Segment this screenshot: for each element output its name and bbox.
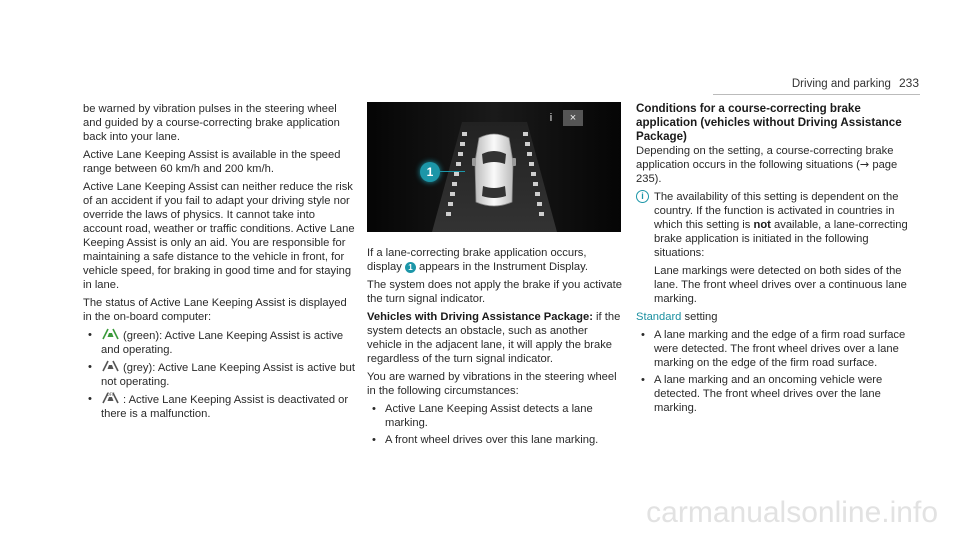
section-heading: Conditions for a course-correcting brake application (vehicles without Driving Assistance Package) [636, 102, 902, 143]
svg-text:OFF: • OFF [106, 392, 115, 397]
watermark: carmanualsonline.info [646, 496, 938, 529]
vibration-circumstances-list [367, 402, 623, 447]
status-list [83, 328, 355, 421]
page-number: 233 [898, 76, 919, 90]
availability-note: i The availability of this setting is dependent on the country. If the function is activated in countries in which this setting is not available, a lane-correcting brake application is initiated in the following situations: Lane markings were detected on both sides of the lane. The front wheel drives over a continuous lane marking. [636, 190, 916, 306]
setting-name: Standard [636, 311, 682, 323]
callout-line [440, 171, 465, 172]
lane-keep-off-icon [101, 392, 120, 404]
intro-paragraph: be warned by vibration pulses in the steering wheel and guided by a course-correcting brake application back into your lane. [83, 103, 340, 143]
arrow-right-icon: → [859, 158, 870, 171]
column-right [636, 102, 916, 419]
vibration-warning-paragraph: You are warned by vibrations in the steering wheel in the following circumstances: [367, 371, 617, 397]
setting-heading: Standard setting [636, 311, 718, 323]
list-item: • OFF : Active Lane Keeping Assist is deactivated or there is a malfunction. [83, 392, 355, 421]
list-item: • (green): Active Lane Keeping Assist is active and operating. [83, 328, 355, 357]
turn-signal-paragraph: The system does not apply the brake if you activate the turn signal indicator. [367, 279, 622, 305]
display-controls [539, 110, 583, 126]
callout-badge: 1 [405, 262, 416, 273]
info-note-icon: i [636, 190, 649, 203]
list-item: • Active Lane Keeping Assist detects a lane marking. [367, 402, 623, 430]
instrument-display-image [367, 102, 621, 232]
note-condition-text: Lane markings were detected on both sides of the lane. The front wheel drives over a continuous lane marking. [654, 265, 907, 305]
list-item: • A front wheel drives over this lane marking. [367, 433, 623, 447]
speed-range-paragraph: Active Lane Keeping Assist is available in the speed range between 60 km/h and 200 km/h. [83, 149, 341, 175]
header-divider [713, 94, 920, 95]
lane-keep-icon [101, 328, 120, 340]
limitations-paragraph: Active Lane Keeping Assist can neither reduce the risk of an accident if you fail to adapt your driving style nor override the laws of physics. It cannot take into account road, weather or traffic conditions. Active Lane Keeping Assist is only an aid. You are responsible for maintaining a safe distance to the vehicle in front, for vehicle speed, for braking in good time and for staying in lane. [83, 181, 355, 291]
page-reference-link[interactable]: page 235). [636, 159, 898, 185]
close-icon[interactable]: × [563, 110, 583, 126]
lane-keep-icon [101, 360, 120, 372]
display-description: If a lane-correcting brake application occurs, display 1 appears in the Instrument Display. [367, 247, 588, 273]
page-header [792, 76, 919, 91]
list-item: • A lane marking and an oncoming vehicle were detected. The front wheel drives over the lane marking. [636, 373, 916, 415]
column-middle [367, 102, 623, 451]
list-item: • A lane marking and the edge of a firm road surface were detected. The front wheel drives over a lane marking on the edge of the firm road surface. [636, 328, 916, 370]
assistance-package-paragraph: Vehicles with Driving Assistance Package: if the system detects an obstacle, such as another vehicle in the adjacent lane, it will apply the brake regardless of the turn signal indicator. [367, 311, 621, 365]
status-intro-paragraph: The status of Active Lane Keeping Assist is displayed in the on-board computer: [83, 297, 347, 323]
column-left [83, 102, 355, 425]
conditions-paragraph: Depending on the setting, a course-correcting brake application occurs in the following situations (→ page 235). [636, 145, 898, 185]
info-icon[interactable]: i [549, 112, 553, 124]
section-title: Driving and parking [791, 78, 891, 90]
display-callout-badge: 1 [420, 162, 440, 182]
list-item: • (grey): Active Lane Keeping Assist is active but not operating. [83, 360, 355, 389]
standard-setting-list [636, 328, 916, 415]
